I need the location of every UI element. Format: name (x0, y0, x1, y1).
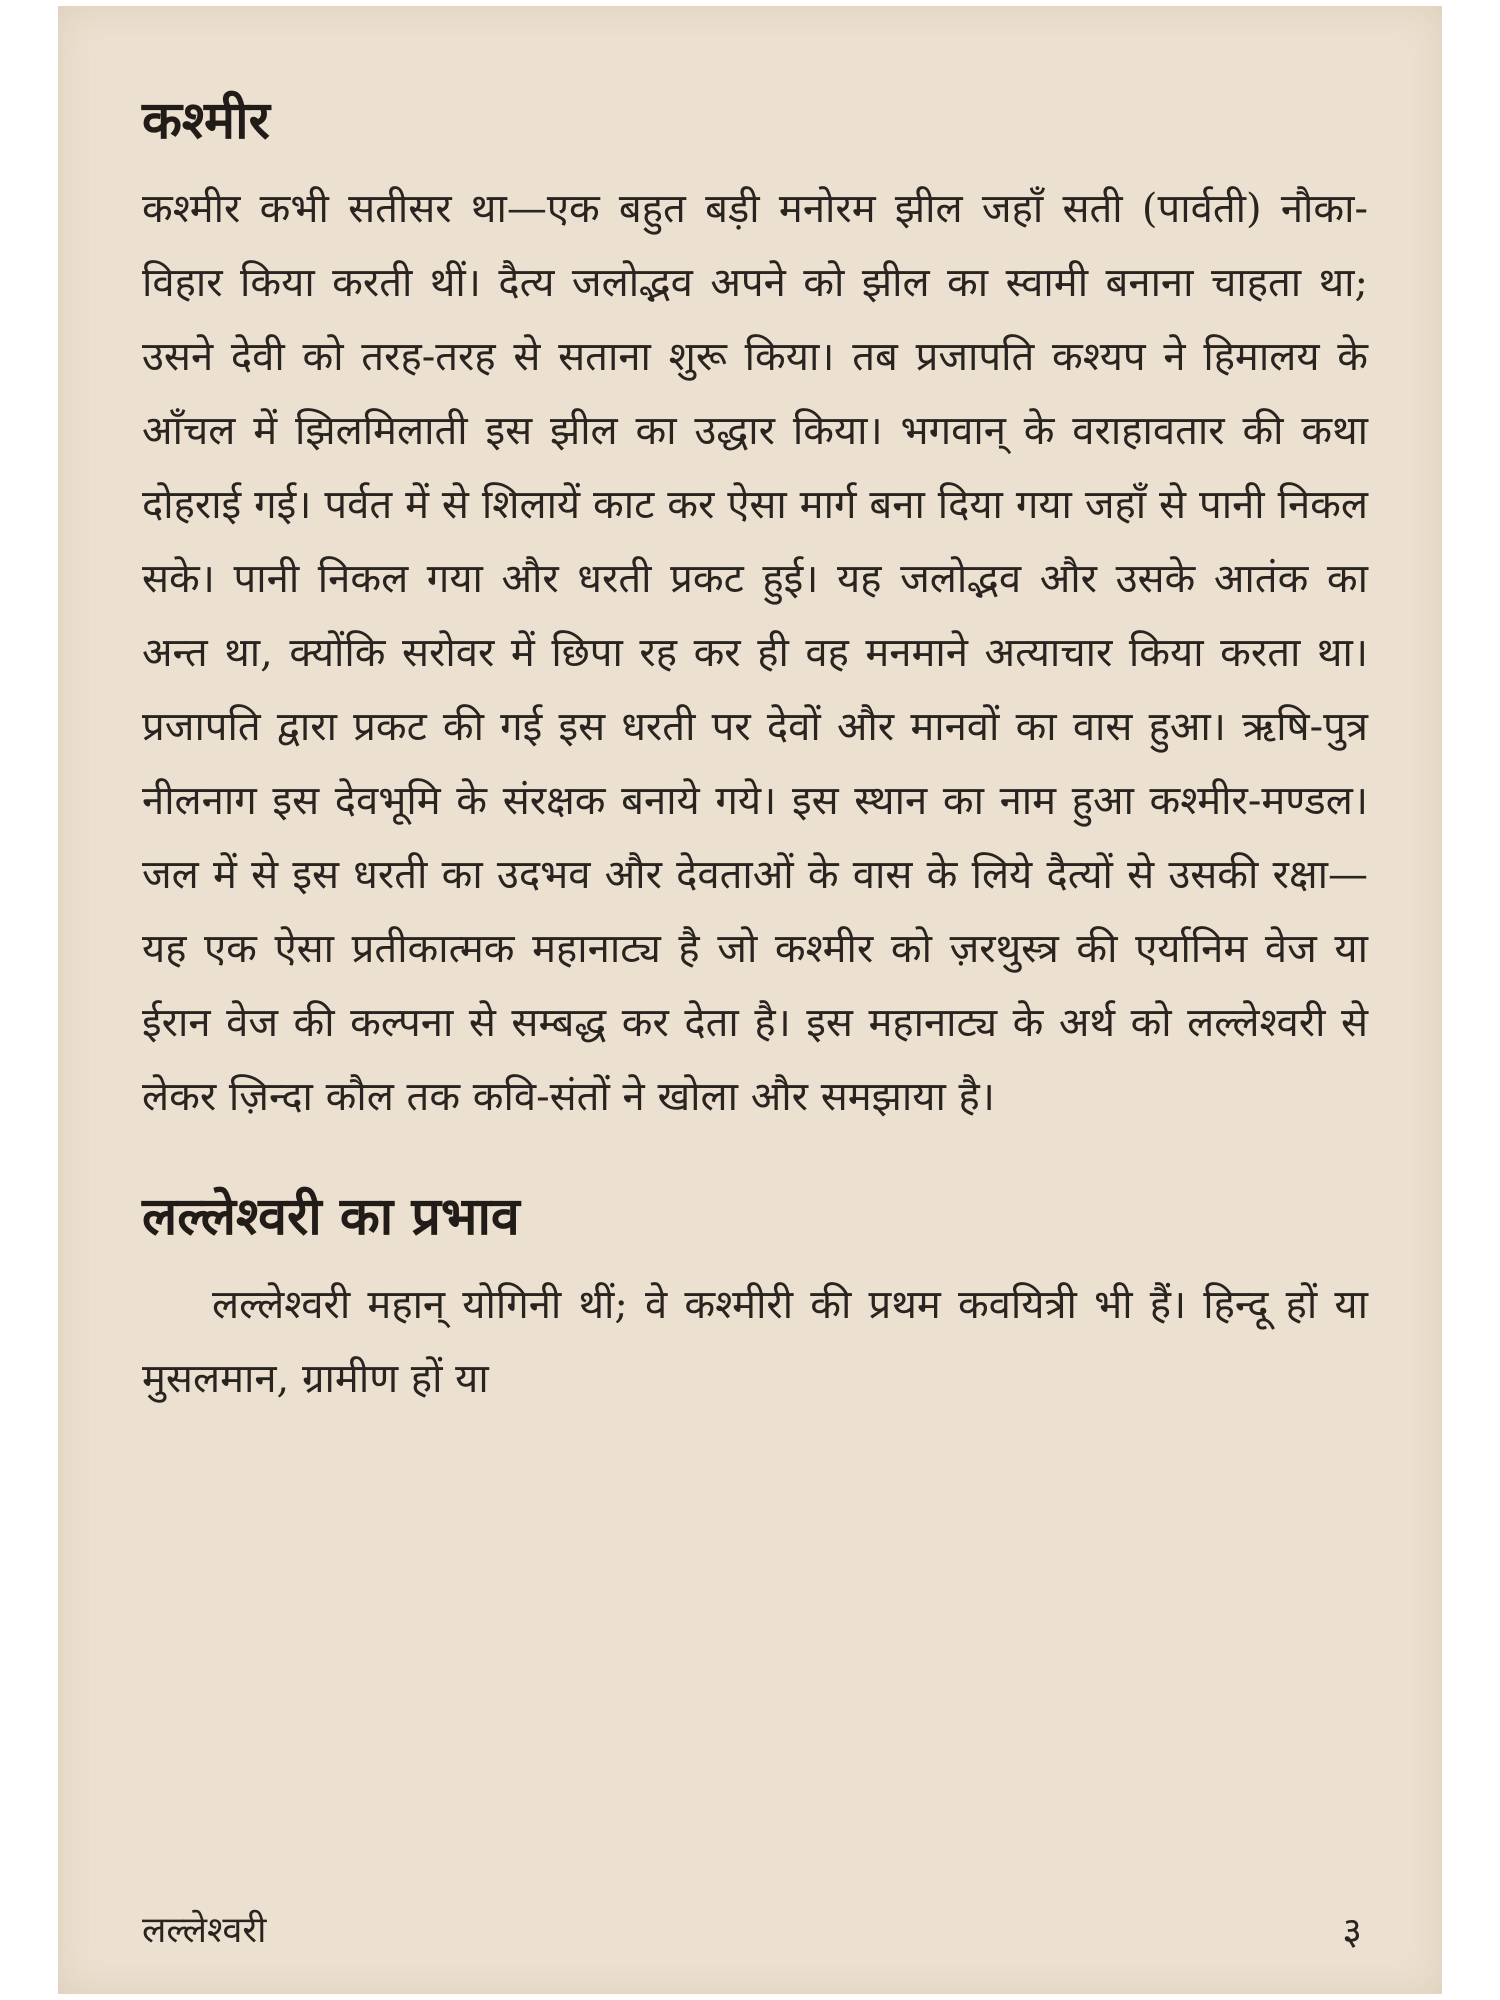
paragraph-lalleshwari-influence: लल्लेश्वरी महान् योगिनी थीं; वे कश्मीरी की प्रथम कवयित्री भी हैं। हिन्दू हों या मुसलमान, ग्रामीण हों या (142, 1282, 1368, 1402)
running-footer-title: लल्लेश्वरी (142, 1910, 267, 1951)
book-page (58, 6, 1442, 1994)
section-heading-kashmir: कश्मीर (142, 91, 270, 151)
page-number: ३ (1342, 1909, 1362, 1953)
page-content (142, 86, 1368, 1416)
paragraph-kashmir: कश्मीर कभी सतीसर था—एक बहुत बड़ी मनोरम झील जहाँ सती (पार्वती) नौका-विहार किया करती थीं। दैत्य जलोद्भव अपने को झील का स्वामी बनाना चाहता था; उसने देवी को तरह-तरह से सताना शुरू किया। तब प्रजापति कश्यप ने हिमालय के आँचल में झिलमिलाती इस झील का उद्धार किया। भगवान् के वराहावतार की कथा दोहराई गई। पर्वत में से शिलायें काट कर ऐसा मार्ग बना दिया गया जहाँ से पानी निकल सके। पानी निकल गया और धरती प्रकट हुई। यह जलोद्भव और उसके आतंक का अन्त था, क्योंकि सरोवर में छिपा रह कर ही वह मनमाने अत्याचार किया करता था। प्रजापति द्वारा प्रकट की गई इस धरती पर देवों और मानवों का वास हुआ। ऋषि-पुत्र नीलनाग इस देवभूमि के संरक्षक बनाये गये। इस स्थान का नाम हुआ कश्मीर-मण्डल। जल में से इस धरती का उदभव और देवताओं के वास के लिये दैत्यों से उसकी रक्षा—यह एक ऐसा प्रतीकात्मक महानाट्य है जो कश्मीर को ज़रथुस्त्र की एर्यानिम वेज या ईरान वेज की कल्पना से सम्बद्ध कर देता है। इस महानाट्य के अर्थ को लल्लेश्वरी से लेकर ज़िन्दा कौल तक कवि-संतों ने खोला और समझाया है। (142, 186, 1368, 1120)
section-heading-lalleshwari-influence: लल्लेश्वरी का प्रभाव (142, 1187, 520, 1247)
